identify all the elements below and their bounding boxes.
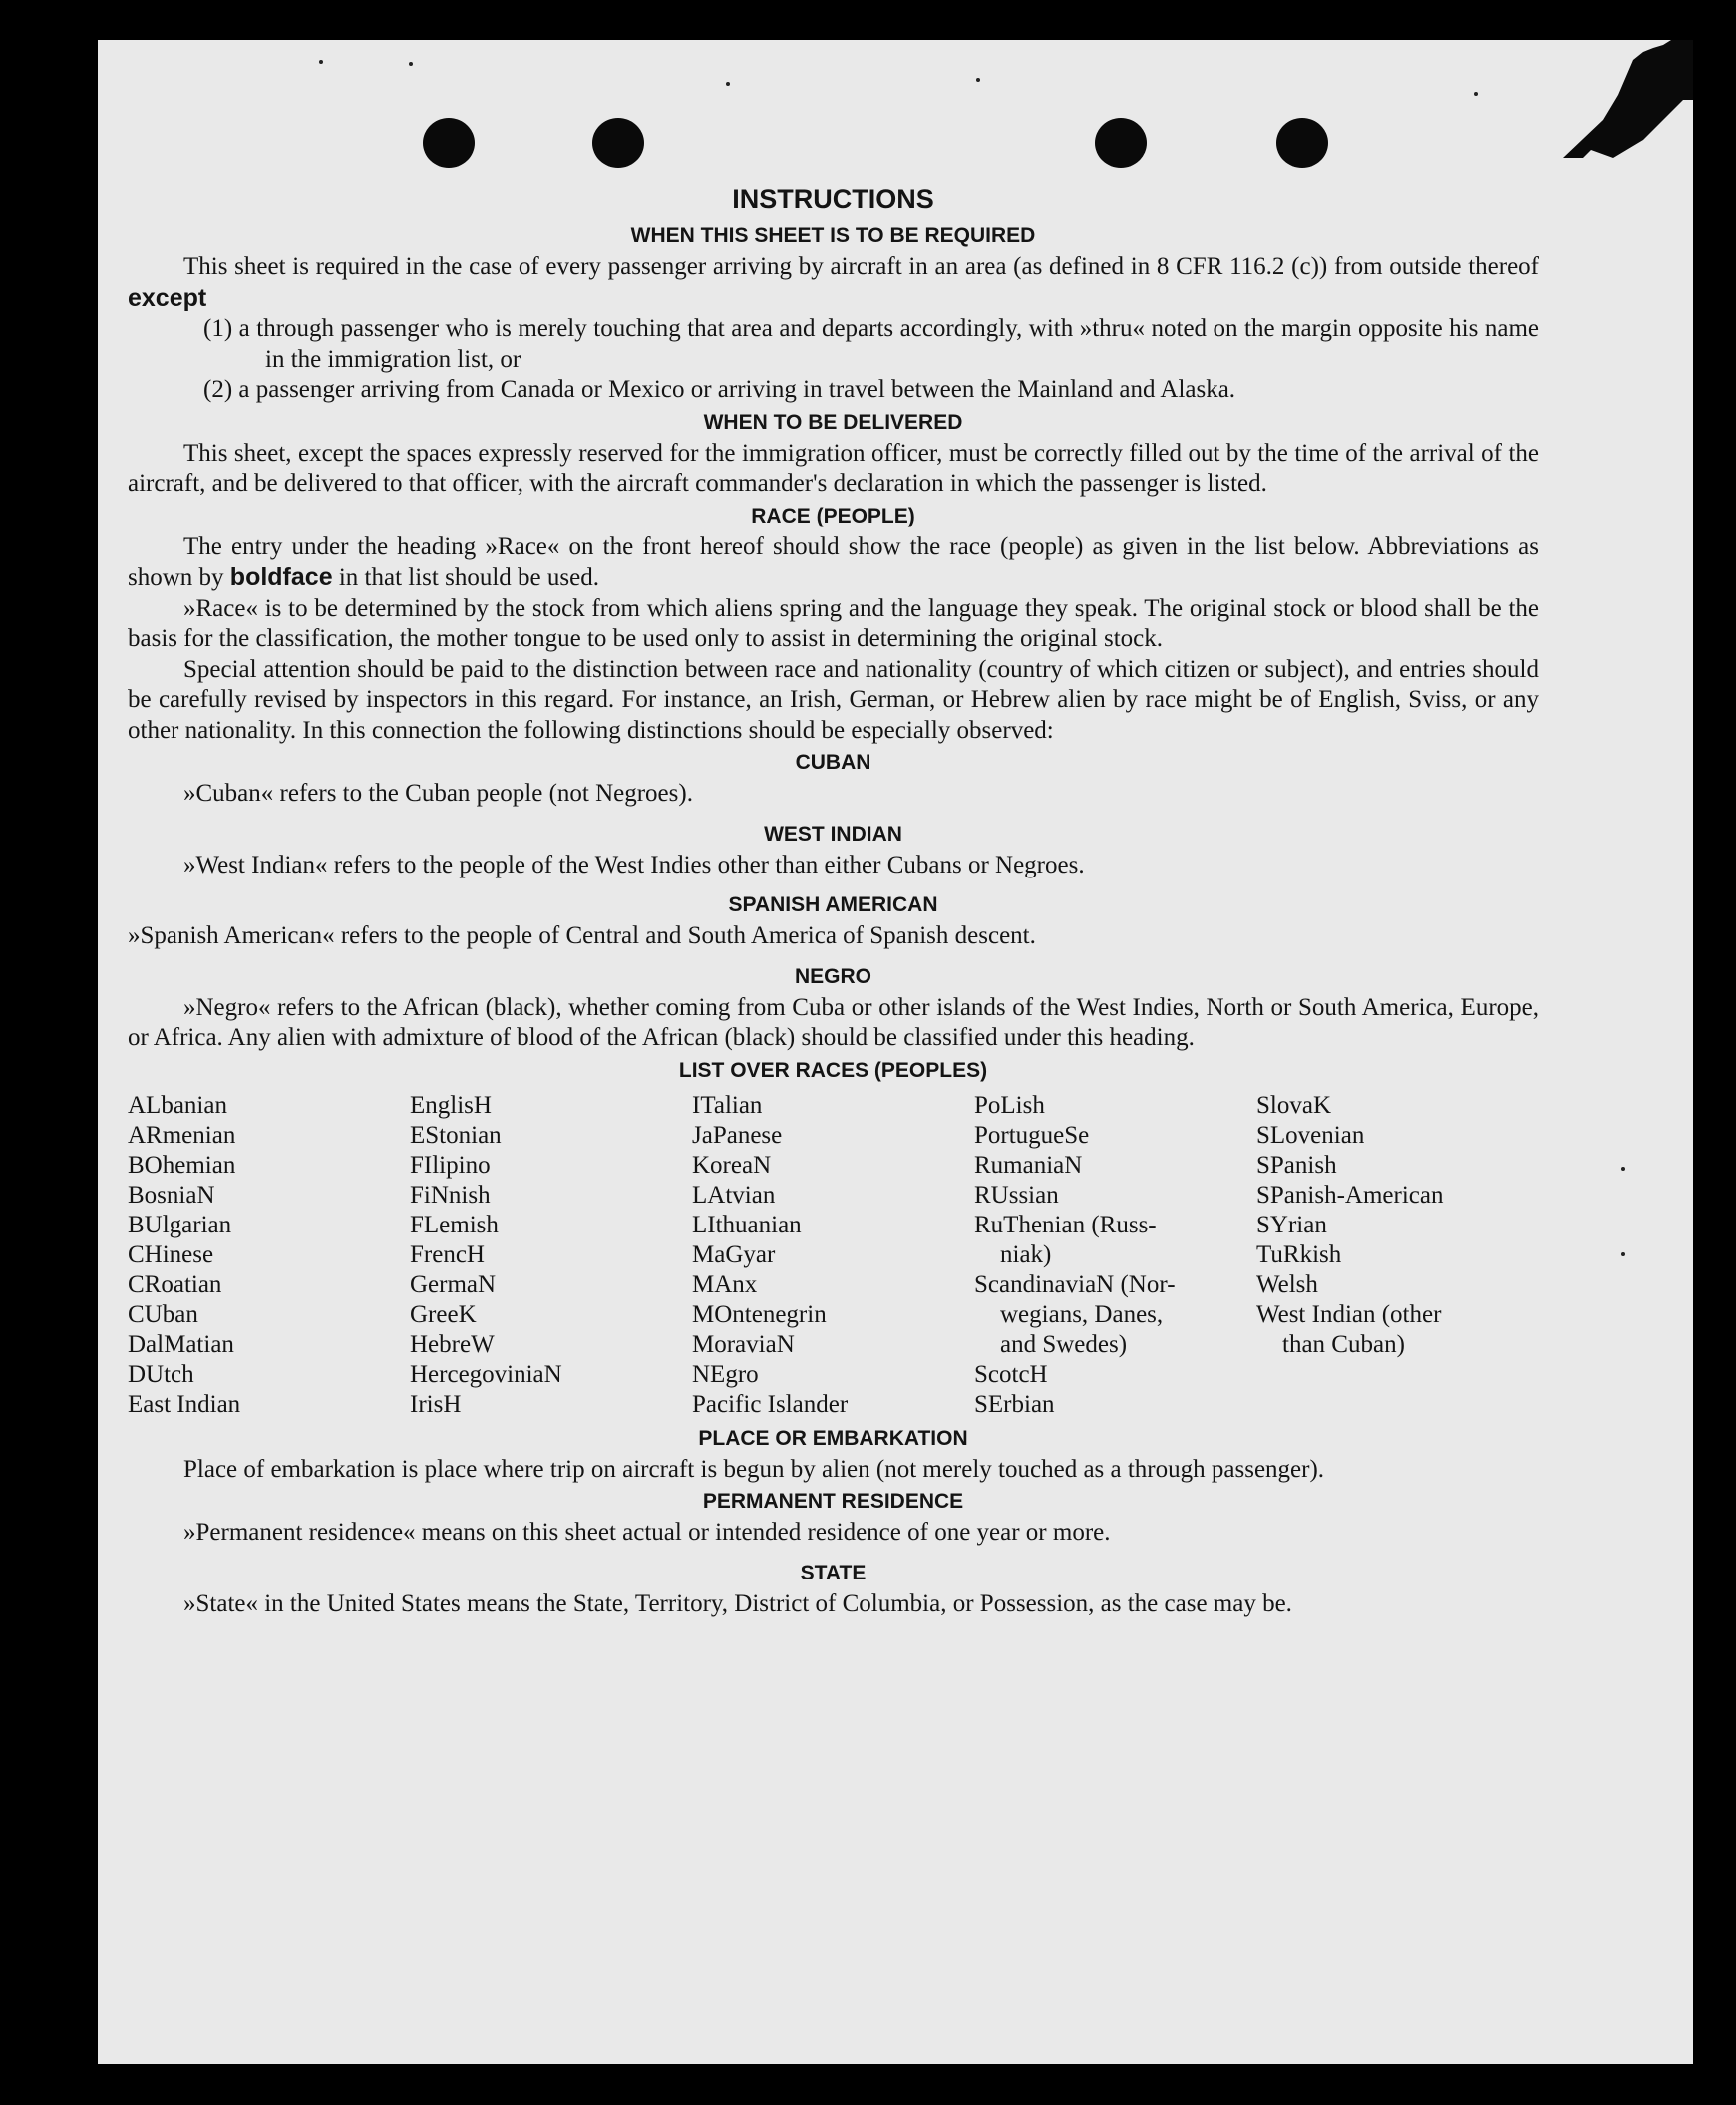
race-entry: GermaN <box>410 1270 497 1298</box>
race-entry: CUban <box>128 1300 198 1328</box>
race-entry: RuThenian (Russ- <box>974 1211 1157 1238</box>
race-entry: BUlgarian <box>128 1211 232 1238</box>
section-heading: PERMANENT RESIDENCE <box>702 1490 964 1513</box>
race-entry: MoraviaN <box>692 1330 795 1358</box>
race-entry: ITalian <box>692 1091 763 1119</box>
race-entry: FLemish <box>410 1211 499 1238</box>
race-entry: MaGyar <box>692 1240 776 1268</box>
punch-hole <box>1095 118 1147 168</box>
paragraph: »State« in the United States means the State, Territory, District of Columbia, or Possession, as the case may be. <box>183 1589 1292 1617</box>
race-entry: SErbian <box>974 1390 1055 1418</box>
race-entry: CHinese <box>128 1240 214 1268</box>
race-entry: LAtvian <box>692 1181 776 1209</box>
section-heading: WEST INDIAN <box>764 822 902 846</box>
race-entry: SPanish-American <box>1256 1181 1444 1209</box>
race-entry: FIlipino <box>410 1151 491 1179</box>
race-entry: TuRkish <box>1256 1240 1342 1268</box>
race-entry: Pacific Islander <box>692 1390 849 1418</box>
race-entry: East Indian <box>128 1390 241 1418</box>
race-entry: MOntenegrin <box>692 1300 827 1328</box>
race-column <box>692 1091 974 1420</box>
race-entry: Welsh <box>1256 1270 1318 1298</box>
race-entry: RumaniaN <box>974 1151 1083 1179</box>
race-entry: PoLish <box>974 1091 1045 1119</box>
race-entry: HercegoviniaN <box>410 1360 562 1388</box>
race-list <box>128 1091 1539 1420</box>
paragraph: The entry under the heading »Race« on the front hereof should show the race (people) as given in the list below. Abbreviations as shown by boldface in that list should be used. <box>128 532 1539 591</box>
paragraph: »Cuban« refers to the Cuban people (not Negroes). <box>183 780 693 807</box>
punch-hole <box>592 118 644 168</box>
paragraph: Place of embarkation is place where trip on aircraft is begun by alien (not merely touched as a through passenger). <box>183 1455 1325 1483</box>
race-entry: EnglisH <box>410 1091 492 1119</box>
race-entry: West Indian (other <box>1256 1300 1442 1328</box>
race-entry: FrencH <box>410 1240 485 1268</box>
race-entry: DalMatian <box>128 1330 234 1358</box>
section-heading: PLACE OR EMBARKATION <box>698 1426 968 1450</box>
race-entry: MAnx <box>692 1270 758 1298</box>
race-entry: BosniaN <box>128 1181 215 1209</box>
race-entry: SPanish <box>1256 1151 1337 1179</box>
race-entry: than Cuban) <box>1282 1330 1405 1358</box>
race-entry: ARmenian <box>128 1121 236 1149</box>
race-entry: RUssian <box>974 1181 1059 1209</box>
list-item: (1) a through passenger who is merely touching that area and departs accordingly, with »thru« noted on the margin opposite his name in the immigration list, or <box>203 315 1539 373</box>
race-entry: ScotcH <box>974 1360 1048 1388</box>
paragraph: »Negro« refers to the African (black), whether coming from Cuba or other islands of the West Indies, North or South America, Europe, or Africa. Any alien with admixture of blood of the African (black) should be classified under this heading. <box>128 993 1539 1051</box>
paragraph: Special attention should be paid to the distinction between race and nationality (country of which citizen or subject), and entries should be carefully revised by inspectors in this regard. For instance, an Irish, German, or Hebrew alien by race might be of English, Sviss, or any other nationality. In this connection the following distinctions should be especially observed: <box>128 655 1539 744</box>
paragraph: This sheet, except the spaces expressly reserved for the immigration officer, must be correctly filled out by the time of the arrival of the aircraft, and be delivered to that officer, with the aircraft commander's declaration in which the passenger is listed. <box>128 439 1539 497</box>
document-page <box>98 40 1693 2064</box>
section-heading: CUBAN <box>795 751 871 774</box>
race-entry: IrisH <box>410 1390 462 1418</box>
paragraph: This sheet is required in the case of every passenger arriving by aircraft in an area (as defined in 8 CFR 116.2 (c)) from outside thereof except <box>128 253 1539 312</box>
race-entry: FiNnish <box>410 1181 491 1209</box>
paragraph: »Spanish American« refers to the people of Central and South America of Spanish descent. <box>128 922 1036 949</box>
race-entry: wegians, Danes, <box>1000 1300 1164 1328</box>
race-entry: PortugueSe <box>974 1121 1090 1149</box>
race-entry: DUtch <box>128 1360 194 1388</box>
paragraph: »Permanent residence« means on this sheet actual or intended residence of one year or more. <box>183 1519 1111 1546</box>
page-title: INSTRUCTIONS <box>732 184 934 214</box>
race-entry: BOhemian <box>128 1151 236 1179</box>
punch-hole <box>423 118 475 168</box>
section-heading: WHEN THIS SHEET IS TO BE REQUIRED <box>630 224 1036 247</box>
race-entry: JaPanese <box>692 1121 783 1149</box>
torn-corner <box>1534 40 1693 199</box>
race-entry: ALbanian <box>128 1091 227 1119</box>
race-entry: SYrian <box>1256 1211 1327 1238</box>
race-entry: NEgro <box>692 1360 759 1388</box>
section-heading: LIST OVER RACES (PEOPLES) <box>678 1058 988 1082</box>
race-column <box>974 1091 1256 1420</box>
instructions-content <box>128 179 1539 1619</box>
section-heading: WHEN TO BE DELIVERED <box>703 410 963 434</box>
race-entry: ScandinaviaN (Nor- <box>974 1270 1176 1298</box>
race-entry: SlovaK <box>1256 1091 1331 1119</box>
race-column <box>128 1091 410 1420</box>
race-entry: niak) <box>1000 1240 1052 1268</box>
race-entry: SLovenian <box>1256 1121 1365 1149</box>
punch-hole <box>1276 118 1328 168</box>
section-heading: NEGRO <box>794 964 871 988</box>
section-heading: STATE <box>800 1561 867 1584</box>
paragraph: »Race« is to be determined by the stock from which aliens spring and the language they speak. The original stock or blood shall be the basis for the classification, the mother tongue to be used only to assist in determining the original stock. <box>128 594 1539 652</box>
race-entry: CRoatian <box>128 1270 222 1298</box>
race-column <box>410 1091 692 1420</box>
list-item: (2) a passenger arriving from Canada or Mexico or arriving in travel between the Mainland and Alaska. <box>203 376 1236 403</box>
race-entry: EStonian <box>410 1121 502 1149</box>
race-entry: KoreaN <box>692 1151 772 1179</box>
race-entry: and Swedes) <box>1000 1330 1128 1358</box>
race-column <box>1256 1091 1539 1420</box>
section-heading: RACE (PEOPLE) <box>751 504 915 527</box>
section-heading: SPANISH AMERICAN <box>728 893 938 916</box>
paragraph: »West Indian« refers to the people of the West Indies other than either Cubans or Negroes. <box>183 851 1085 878</box>
race-entry: HebreW <box>410 1330 495 1358</box>
race-entry: GreeK <box>410 1300 477 1328</box>
race-entry: LIthuanian <box>692 1211 802 1238</box>
